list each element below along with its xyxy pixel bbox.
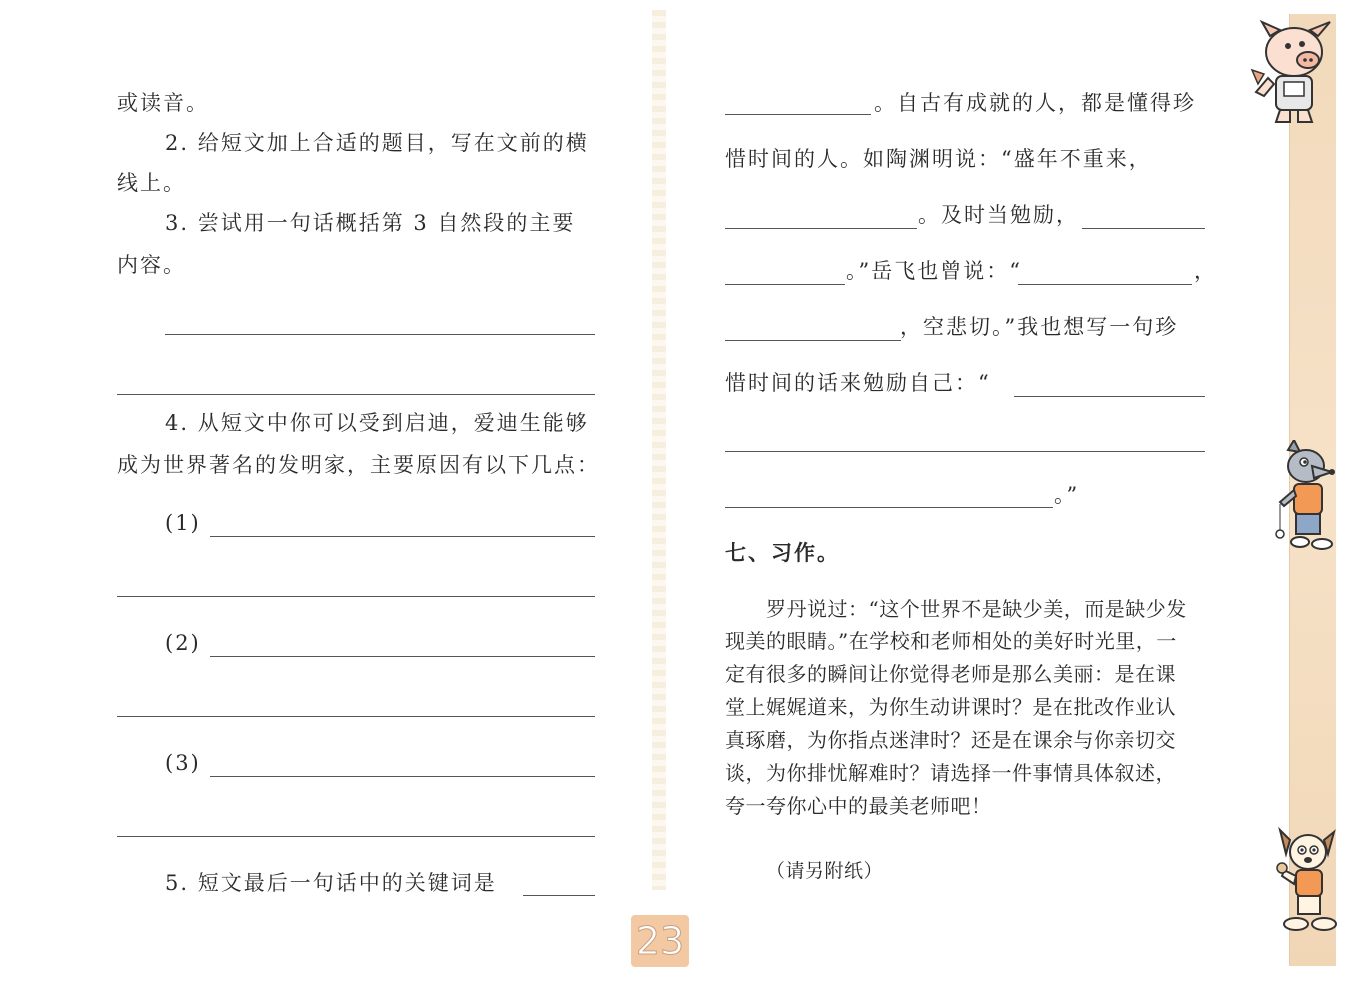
essay-line: 真琢磨，为你指点迷津时？还是在课余与你亲切交 xyxy=(725,728,1176,752)
page-number: 23 xyxy=(635,919,685,963)
answer-line[interactable] xyxy=(117,716,595,717)
text-line: 。自古有成就的人，都是懂得珍 xyxy=(874,91,1196,115)
answer-line[interactable] xyxy=(210,536,595,537)
text-comma: ， xyxy=(1194,259,1217,283)
answer-line[interactable] xyxy=(117,836,595,837)
essay-line: 现美的眼睛。”在学校和老师相处的美好时光里，一 xyxy=(725,629,1177,653)
answer-line[interactable] xyxy=(725,284,845,285)
dog-cartoon-icon xyxy=(1272,826,1342,936)
page-number-badge xyxy=(631,915,689,967)
answer-line[interactable] xyxy=(117,394,595,395)
question-2-line2: 线上。 xyxy=(117,171,186,195)
essay-line: 定有很多的瞬间让你觉得老师是那么美丽：是在课 xyxy=(725,662,1176,686)
essay-line: 罗丹说过：“这个世界不是缺少美，而是缺少发 xyxy=(766,597,1187,621)
text-line: ，空悲切。”我也想写一句珍 xyxy=(900,315,1179,339)
answer-line[interactable] xyxy=(725,228,917,229)
answer-line[interactable] xyxy=(523,895,595,896)
question-2-line1: 2. 给短文加上合适的题目，写在文前的横 xyxy=(165,131,589,155)
answer-line[interactable] xyxy=(725,451,1205,452)
text-line: 。”岳飞也曾说：“ xyxy=(846,259,1022,283)
answer-line[interactable] xyxy=(210,656,595,657)
wolf-cartoon-icon xyxy=(1268,440,1344,552)
answer-line[interactable] xyxy=(1014,396,1205,397)
question-4-line1: 4. 从短文中你可以受到启迪，爱迪生能够 xyxy=(165,411,589,435)
note: （请另附纸） xyxy=(766,860,884,882)
point-1-label: (1) xyxy=(165,511,201,535)
text-line: 惜时间的人。如陶渊明说：“盛年不重来， xyxy=(725,147,1152,171)
essay-line: 夸一夸你心中的最美老师吧！ xyxy=(725,794,992,818)
answer-line[interactable] xyxy=(725,507,1053,508)
book-spine xyxy=(652,10,666,890)
answer-line[interactable] xyxy=(210,776,595,777)
answer-line[interactable] xyxy=(725,340,901,341)
point-2-label: (2) xyxy=(165,631,201,655)
text-line: 。” xyxy=(1054,483,1080,507)
point-3-label: (3) xyxy=(165,751,201,775)
question-5: 5. 短文最后一句话中的关键词是 xyxy=(165,871,497,895)
essay-line: 谈，为你排忧解难时？请选择一件事情具体叙述， xyxy=(725,761,1176,785)
question-3-line1: 3. 尝试用一句话概括第 3 自然段的主要 xyxy=(165,211,576,235)
essay-line: 堂上娓娓道来，为你生动讲课时？是在批改作业认 xyxy=(725,695,1176,719)
section-heading: 七、习作。 xyxy=(725,541,840,565)
answer-line[interactable] xyxy=(1082,228,1205,229)
answer-line[interactable] xyxy=(117,596,595,597)
pig-cartoon-icon xyxy=(1246,18,1342,128)
text-line: 或读音。 xyxy=(117,91,209,115)
text-line: 。及时当勉励， xyxy=(918,203,1079,227)
answer-line[interactable] xyxy=(165,334,595,335)
question-4-line2: 成为世界著名的发明家，主要原因有以下几点： xyxy=(117,453,600,477)
answer-line[interactable] xyxy=(1018,284,1192,285)
question-3-line2: 内容。 xyxy=(117,253,186,277)
text-line: 惜时间的话来勉励自己：“ xyxy=(725,371,991,395)
answer-line[interactable] xyxy=(725,114,871,115)
